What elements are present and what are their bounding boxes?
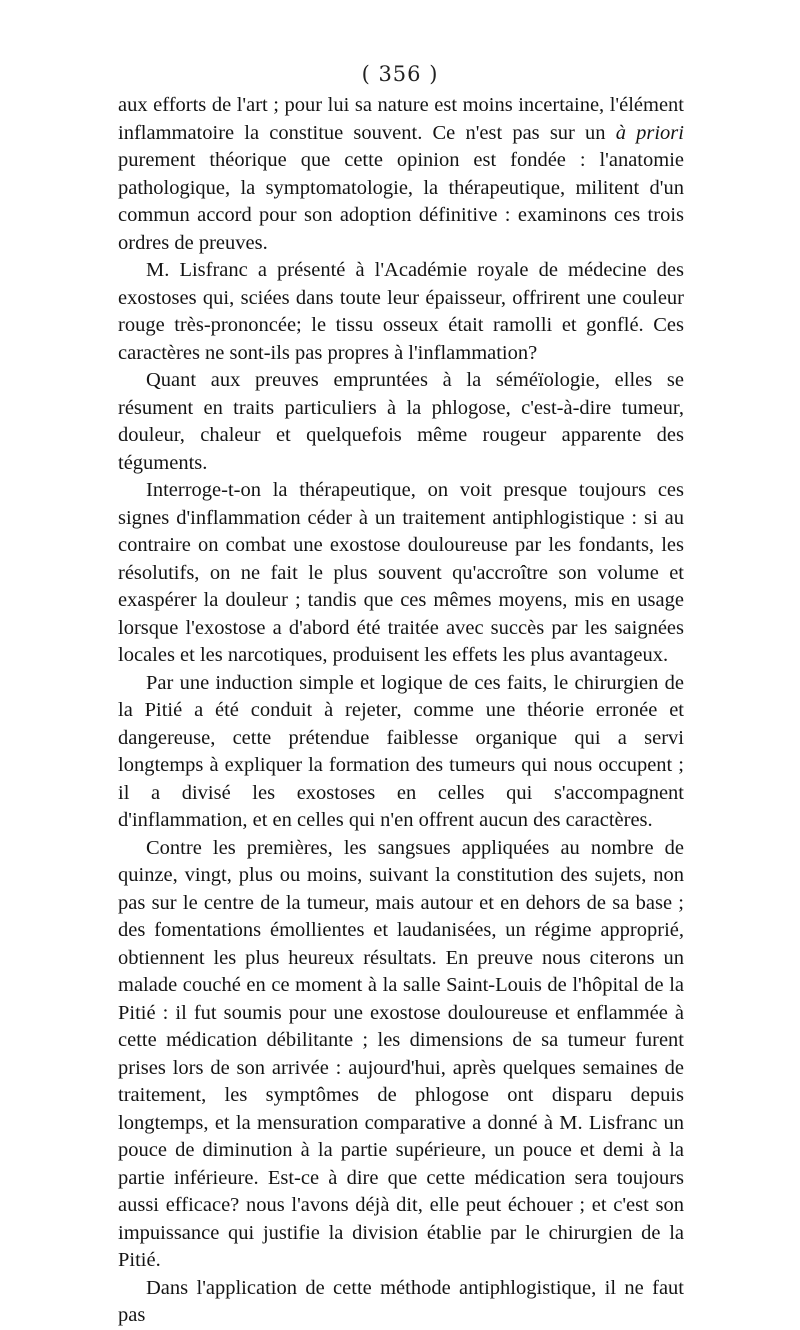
page-number: ( 356 )	[361, 62, 439, 86]
page-body	[118, 92, 684, 1330]
paragraph-1	[118, 92, 684, 257]
paragraph-1-text-after: purement théorique que cette opinion est fondée : l'anatomie pathologique, la symptomatologie, la thérapeutique, militent d'un commun accord pour son adoption définitive : examinons ces trois ordres de preuves.	[118, 149, 684, 254]
paragraph-5: Par une induction simple et logique de ces faits, le chirurgien de la Pitié a été conduit à rejeter, comme une théorie erronée et dangereuse, cette prétendue faiblesse organique qui a servi longtemps à expliquer la formation des tumeurs qui nous occupent ; il a divisé les exostoses en celles qui s'accompagnent d'inflammation, et en celles qui n'en offrent aucun des caractères.	[118, 671, 684, 831]
paragraph-1-text: aux efforts de l'art ; pour lui sa nature est moins incertaine, l'élément inflammatoire la constitue souvent. Ce n'est pas sur un	[118, 94, 684, 144]
paragraph-7: Dans l'application de cette méthode antiphlogistique, il ne faut pas	[118, 1276, 684, 1326]
paragraph-2: M. Lisfranc a présenté à l'Académie royale de médecine des exostoses qui, sciées dans toute leur épaisseur, offrirent une couleur rouge très-prononcée; le tissu osseux était ramolli et gonflé. Ces caractères ne sont-ils pas propres à l'inflammation?	[118, 259, 684, 364]
paragraph-3: Quant aux preuves empruntées à la séméïologie, elles se résument en traits particuliers à la phlogose, c'est-à-dire tumeur, douleur, chaleur et quelquefois même rougeur apparente des téguments.	[118, 369, 684, 474]
paragraph-4: Interroge-t-on la thérapeutique, on voit presque toujours ces signes d'inflammation céder à un traitement antiphlogistique : si au contraire on combat une exostose douloureuse par les fondants, les résolutifs, on ne fait le plus souvent qu'accroître son volume et exaspérer la douleur ; tandis que ces mêmes moyens, mis en usage lorsque l'exostose a d'abord été traitée avec succès par les saignées locales et les narcotiques, produisent les effets les plus avantageux.	[118, 479, 684, 666]
paragraph-1-italic: à priori	[615, 121, 684, 144]
paragraph-6: Contre les premières, les sangsues appliquées au nombre de quinze, vingt, plus ou moins, suivant la constitution des sujets, non pas sur le centre de la tumeur, mais autour et en dehors de sa base ; des fomentations émollientes et laudanisées, un régime approprié, obtiennent les plus heureux résultats. En preuve nous citerons un malade couché en ce moment à la salle Saint-Louis de l'hôpital de la Pitié : il fut soumis pour une exostose douloureuse et enflammée à cette médication débilitante ; les dimensions de sa tumeur furent prises lors de son arrivée : aujourd'hui, après quelques semaines de traitement, les symptômes de phlogose ont disparu depuis longtemps, et la mensuration comparative a donné à M. Lisfranc un pouce de diminution à la partie supérieure, un pouce et demi à la partie inférieure. Est-ce à dire que cette médication sera toujours aussi efficace? nous l'avons déjà dit, elle peut échouer ; et c'est son impuissance qui justifie la division établie par le chirurgien de la Pitié.	[118, 836, 684, 1271]
